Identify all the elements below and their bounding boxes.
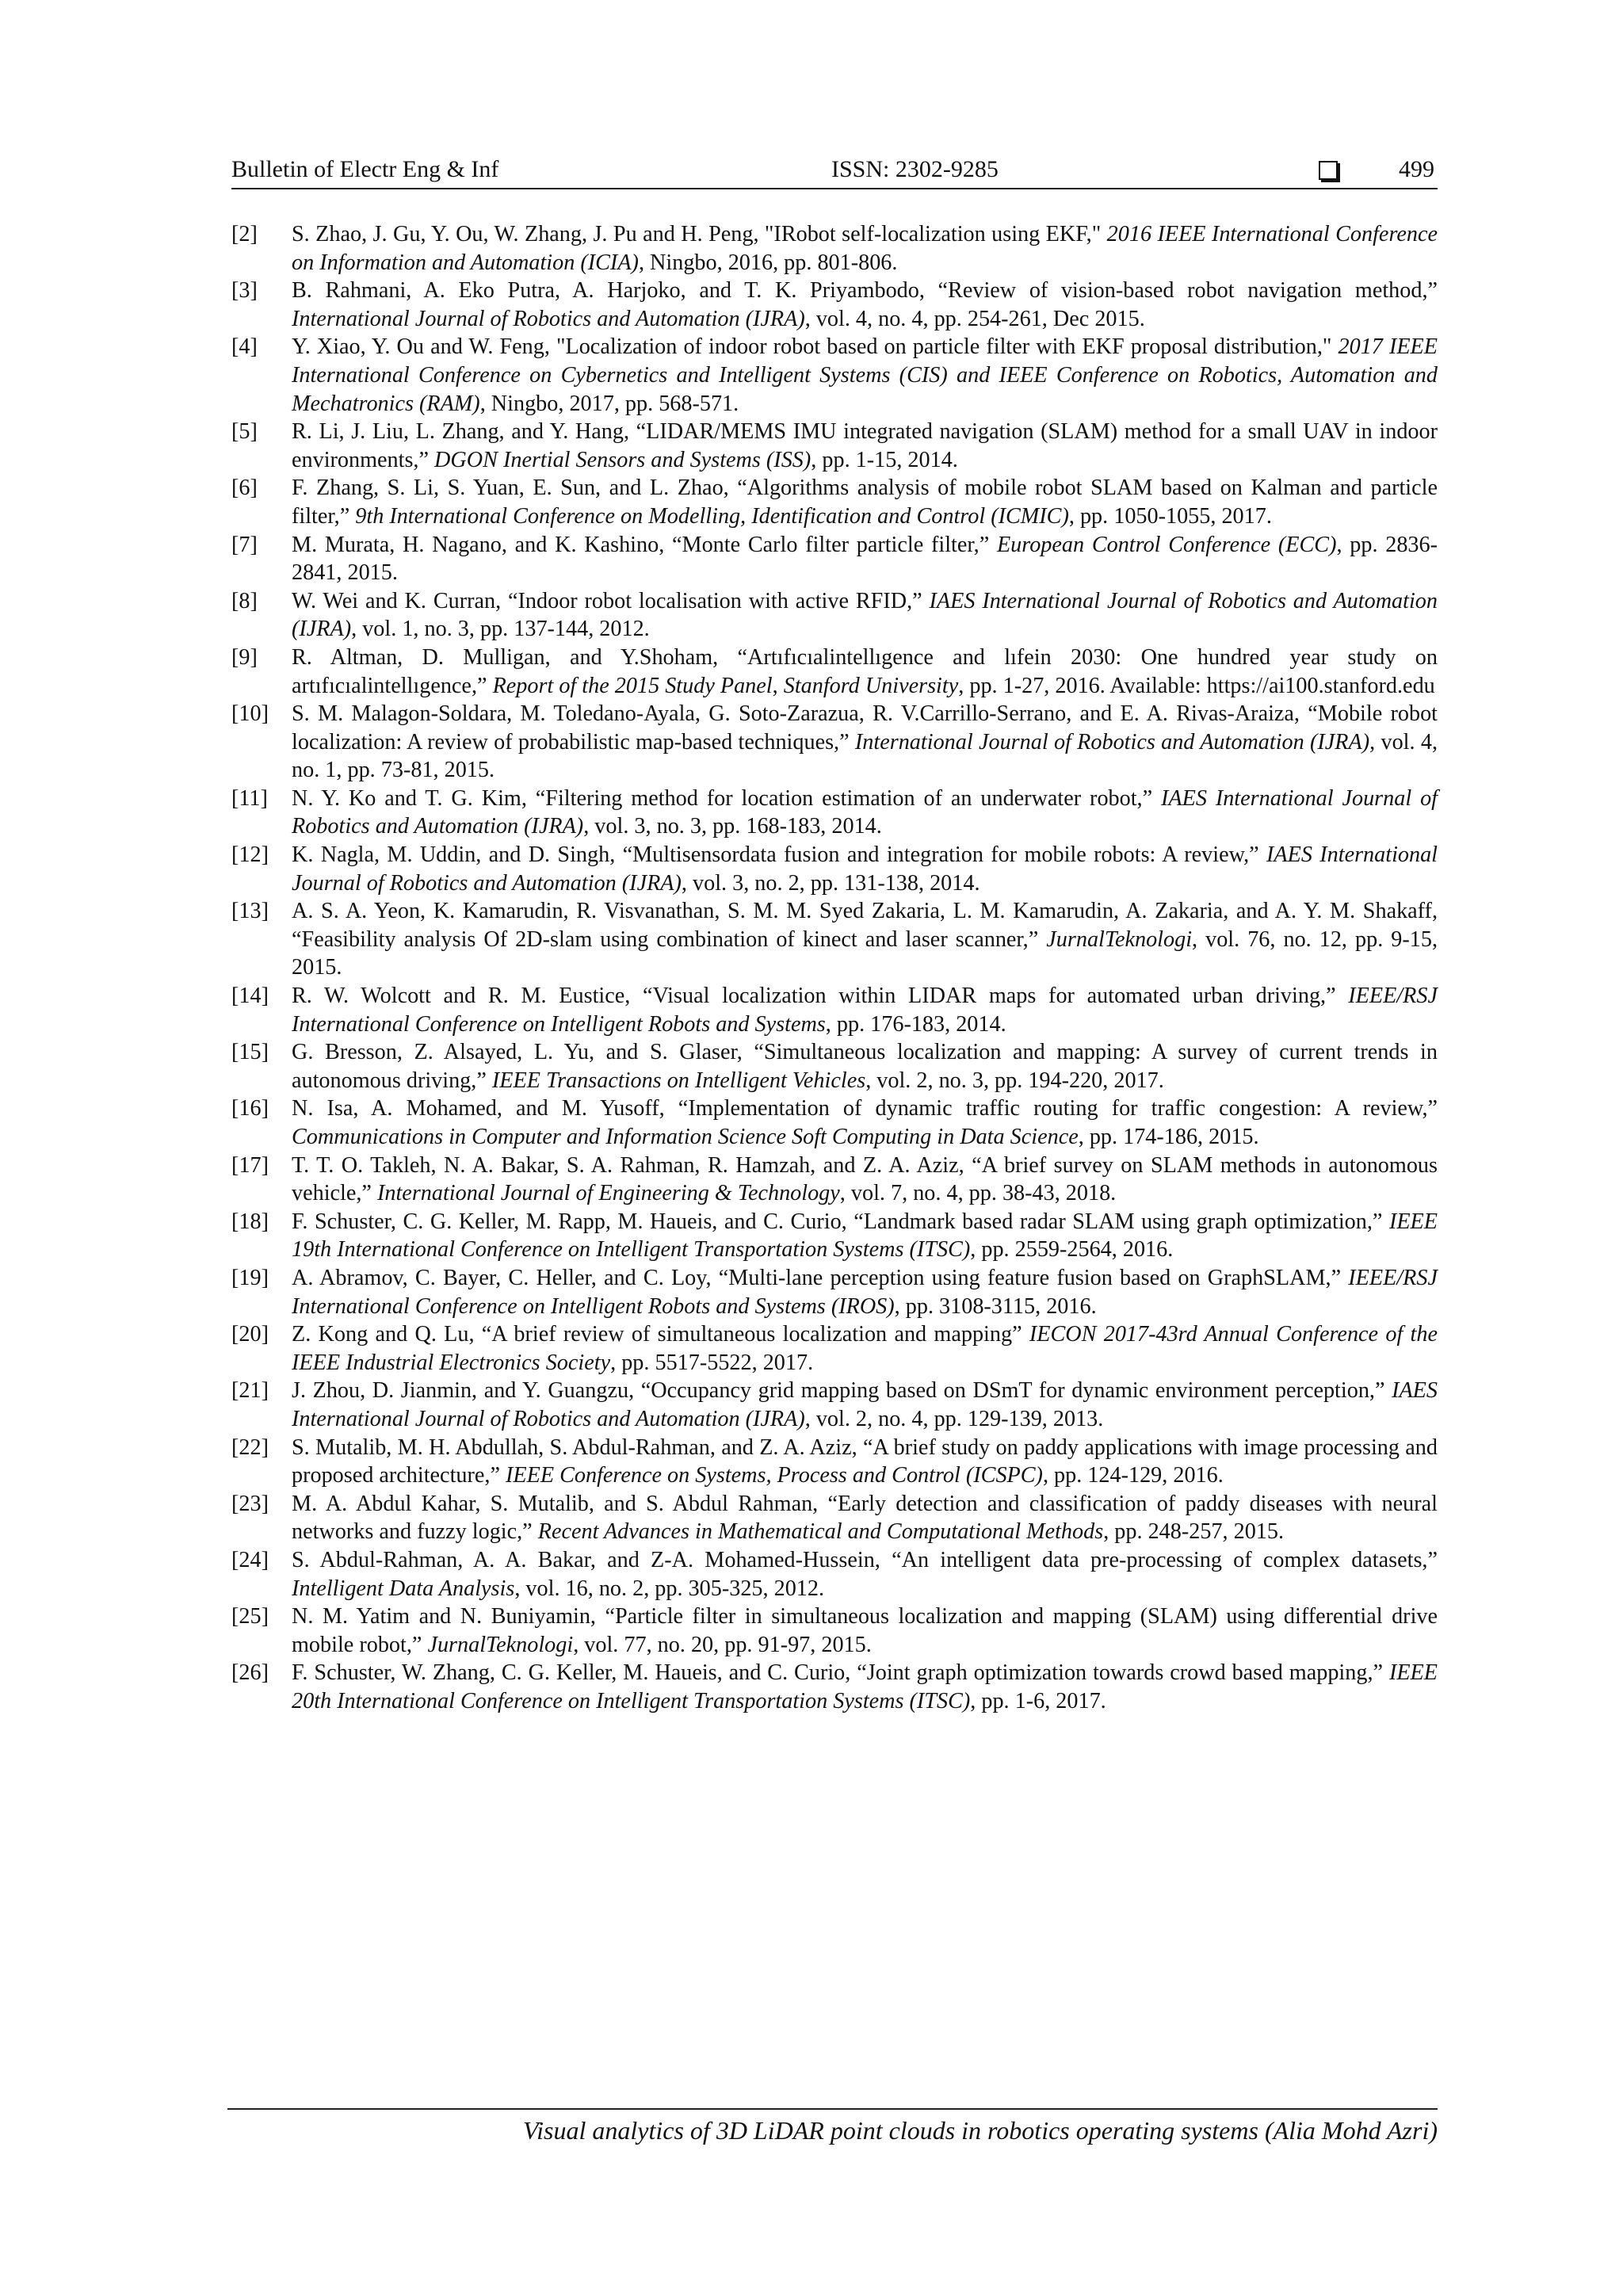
reference-item: [231, 700, 1438, 785]
reference-venue: Communications in Computer and Information Science Soft Computing in Data Science: [292, 1125, 1079, 1149]
reference-segment: W. Wei and K. Curran, “Indoor robot localisation with active RFID,”: [292, 588, 930, 613]
reference-segment: , pp. 176-183, 2014.: [825, 1011, 1006, 1037]
page-header: [231, 153, 1438, 189]
reference-number: [24]: [231, 1547, 269, 1572]
reference-venue: European Control Conference (ECC): [996, 532, 1337, 557]
reference-item: [231, 982, 1438, 1038]
reference-venue: Recent Advances in Mathematical and Computational Methods: [537, 1519, 1104, 1545]
reference-segment: B. Rahmani, A. Eko Putra, A. Harjoko, and T. K. Priyambodo, “Review of vision-based robot navigation method,”: [292, 278, 1438, 304]
reference-segment: , pp. 248-257, 2015.: [1103, 1519, 1285, 1545]
reference-segment: F. Zhang, S. Li, S. Yuan, E. Sun, and L. Zhao, “Algorithms analysis of mobile robot SLAM based on Kalman and particle filter,”: [292, 476, 1438, 529]
reference-segment: , vol. 4, no. 4, pp. 254-261, Dec 2015.: [804, 306, 1145, 331]
reference-text: [292, 644, 1438, 700]
reference-segment: R. W. Wolcott and R. M. Eustice, “Visual localization within LIDAR maps for automated urban driving,”: [292, 984, 1349, 1009]
reference-item: [231, 1038, 1438, 1095]
reference-segment: S. M. Malagon-Soldara, M. Toledano-Ayala, G. Soto-Zarazua, R. V.Carrillo-Serrano, and E. A. Rivas-Araiza, “Mobile robot localization: A review of probabilistic map-based techniques,”: [292, 701, 1438, 755]
reference-segment: F. Schuster, C. G. Keller, M. Rapp, M. Haueis, and C. Curio, “Landmark based radar SLAM using graph optimization,”: [292, 1209, 1389, 1234]
reference-segment: T. T. O. Takleh, N. A. Bakar, S. A. Rahman, R. Hamzah, and Z. A. Aziz, “A brief survey on SLAM methods in autonomous vehicle,”: [292, 1152, 1438, 1206]
reference-list: [231, 220, 1438, 1715]
reference-number: [17]: [231, 1152, 269, 1178]
reference-segment: S. Abdul-Rahman, A. A. Bakar, and Z-A. Mohamed-Hussein, “An intelligent data pre-processing of complex datasets,”: [292, 1547, 1438, 1572]
reference-segment: , vol. 1, no. 3, pp. 137-144, 2012.: [351, 617, 650, 642]
reference-item: [231, 785, 1438, 841]
reference-text: [292, 1546, 1438, 1603]
reference-segment: , vol. 2, no. 3, pp. 194-220, 2017.: [865, 1068, 1164, 1093]
reference-venue: IECON 2017-43rd Annual Conference of the IEEE Industrial Electronics Society: [292, 1322, 1438, 1375]
reference-number: [7]: [231, 532, 258, 557]
reference-venue: 2017 IEEE International Conference on Cybernetics and Intelligent Systems (CIS) and IEEE Conference on Robotics, Automation and Mechatronics (RAM): [292, 334, 1438, 416]
reference-number: [14]: [231, 984, 269, 1009]
reference-segment: M. Murata, H. Nagano, and K. Kashino, “Monte Carlo filter particle filter,”: [292, 532, 997, 557]
reference-text: [292, 1490, 1438, 1546]
reference-segment: ,: [772, 673, 784, 698]
reference-segment: S. Mutalib, M. H. Abdullah, S. Abdul-Rahman, and Z. A. Aziz, “A brief study on paddy applications with image processing and proposed architecture,”: [292, 1435, 1438, 1488]
reference-segment: , vol. 3, no. 3, pp. 168-183, 2014.: [583, 814, 882, 839]
reference-item: [231, 841, 1438, 897]
running-title: Visual analytics of 3D LiDAR point clouds in robotics operating systems (Alia Mohd Azri): [522, 2116, 1438, 2145]
reference-venue: International Journal of Robotics and Automation (IJRA): [292, 306, 805, 331]
reference-text: [292, 1659, 1438, 1715]
reference-segment: , pp. 1-15, 2014.: [811, 447, 958, 472]
reference-item: [231, 220, 1438, 277]
reference-text: [292, 333, 1438, 418]
issn: ISSN: 2302-9285: [831, 156, 999, 182]
reference-number: [25]: [231, 1604, 269, 1629]
reference-text: [292, 841, 1438, 897]
reference-segment: K. Nagla, M. Uddin, and D. Singh, “Multisensordata fusion and integration for mobile robots: A review,”: [292, 842, 1267, 868]
reference-number: [8]: [231, 588, 258, 613]
reference-segment: , pp. 2559-2564, 2016.: [970, 1237, 1174, 1263]
reference-segment: Y. Xiao, Y. Ou and W. Feng, "Localization of indoor robot based on particle filter with EKF proposal distribution,": [292, 334, 1338, 360]
reference-number: [2]: [231, 222, 258, 246]
reference-text: [292, 785, 1438, 841]
reference-number: [23]: [231, 1491, 269, 1516]
reference-text: [292, 1038, 1438, 1095]
reference-venue: IAES International Journal of Robotics and Automation (IJRA): [292, 588, 1438, 642]
reference-segment: , vol. 77, no. 20, pp. 91-97, 2015.: [573, 1632, 872, 1657]
reference-item: [231, 897, 1438, 982]
reference-venue: International Journal of Engineering & Technology: [377, 1181, 840, 1206]
reference-item: [231, 1095, 1438, 1151]
reference-item: [231, 1264, 1438, 1320]
reference-number: [4]: [231, 334, 258, 360]
reference-number: [5]: [231, 419, 258, 445]
reference-venue: IEEE/RSJ International Conference on Intelligent Robots and Systems (IROS): [292, 1265, 1438, 1319]
reference-segment: F. Schuster, W. Zhang, C. G. Keller, M. Haueis, and C. Curio, “Joint graph optimization towards crowd based mapping,”: [292, 1660, 1389, 1686]
reference-item: [231, 1434, 1438, 1490]
reference-item: [231, 1377, 1438, 1433]
reference-venue: DGON Inertial Sensors and Systems (ISS): [434, 447, 812, 472]
reference-segment: , vol. 3, no. 2, pp. 131-138, 2014.: [681, 870, 980, 896]
page-number: 499: [1399, 156, 1434, 182]
reference-segment: Z. Kong and Q. Lu, “A brief review of simultaneous localization and mapping”: [292, 1322, 1029, 1347]
reference-segment: , vol. 7, no. 4, pp. 38-43, 2018.: [839, 1181, 1117, 1206]
reference-segment: J. Zhou, D. Jianmin, and Y. Guangzu, “Occupancy grid mapping based on DSmT for dynamic environment perception,”: [292, 1378, 1392, 1404]
reference-text: [292, 531, 1438, 587]
reference-segment: R. Altman, D. Mulligan, and Y.Shoham, “Artıfıcıalintellıgence and lıfein 2030: One hundred year study on artıfıcıalintellıgence,”: [292, 644, 1438, 698]
reference-segment: , pp. 124-129, 2016.: [1042, 1463, 1224, 1488]
reference-number: [13]: [231, 899, 269, 924]
reference-text: [292, 418, 1438, 474]
reference-segment: , Ningbo, 2016, pp. 801-806.: [638, 250, 898, 275]
reference-segment: , Ningbo, 2017, pp. 568-571.: [479, 391, 739, 416]
reference-venue: Report of the 2015 Study Panel: [492, 673, 773, 698]
reference-text: [292, 1208, 1438, 1264]
reference-number: [9]: [231, 644, 258, 670]
reference-number: [3]: [231, 278, 258, 304]
reference-item: [231, 1659, 1438, 1715]
reference-item: [231, 277, 1438, 333]
reference-text: [292, 897, 1438, 982]
footer-rule: [227, 2108, 1438, 2110]
reference-segment: , vol. 4, no. 1, pp. 73-81, 2015.: [292, 729, 1438, 783]
reference-segment: , pp. 5517-5522, 2017.: [610, 1350, 814, 1375]
reference-number: [22]: [231, 1435, 269, 1460]
reference-number: [10]: [231, 701, 269, 727]
reference-text: [292, 220, 1438, 277]
reference-segment: , pp. 1-6, 2017.: [970, 1688, 1106, 1713]
reference-text: [292, 277, 1438, 333]
reference-segment: R. Li, J. Liu, L. Zhang, and Y. Hang, “LIDAR/MEMS IMU integrated navigation (SLAM) method for a small UAV in indoor environments,”: [292, 419, 1438, 472]
reference-item: [231, 1152, 1438, 1208]
reference-text: [292, 587, 1438, 644]
reference-segment: N. Isa, A. Mohamed, and M. Yusoff, “Implementation of dynamic traffic routing for traffic congestion: A review,”: [292, 1096, 1438, 1121]
reference-segment: N. Y. Ko and T. G. Kim, “Filtering method for location estimation of an underwater robot,”: [292, 785, 1162, 811]
reference-item: [231, 531, 1438, 587]
reference-segment: N. M. Yatim and N. Buniyamin, “Particle filter in simultaneous localization and mapping (SLAM) using differential drive mobile robot,”: [292, 1604, 1438, 1657]
reference-item: [231, 1603, 1438, 1659]
reference-venue: 9th International Conference on Modelling, Identification and Control (ICMIC): [355, 503, 1069, 529]
reference-text: [292, 474, 1438, 530]
reference-item: [231, 644, 1438, 700]
reference-item: [231, 1490, 1438, 1546]
reference-item: [231, 1320, 1438, 1377]
reference-text: [292, 982, 1438, 1038]
reference-number: [11]: [231, 785, 268, 811]
reference-segment: , vol. 76, no. 12, pp. 9-15, 2015.: [292, 926, 1438, 980]
reference-number: [16]: [231, 1096, 269, 1121]
reference-venue: Intelligent Data Analysis: [292, 1576, 515, 1601]
reference-segment: , pp. 174-186, 2015.: [1078, 1125, 1259, 1149]
reference-item: [231, 474, 1438, 530]
reference-segment: , vol. 16, no. 2, pp. 305-325, 2012.: [514, 1576, 825, 1601]
reference-number: [15]: [231, 1040, 269, 1065]
reference-number: [18]: [231, 1209, 269, 1234]
reference-segment: A. Abramov, C. Bayer, C. Heller, and C. Loy, “Multi-lane perception using feature fusion based on GraphSLAM,”: [292, 1265, 1349, 1290]
reference-venue: International Journal of Robotics and Automation (IJRA): [854, 729, 1370, 755]
reference-text: [292, 1264, 1438, 1320]
reference-segment: G. Bresson, Z. Alsayed, L. Yu, and S. Glaser, “Simultaneous localization and mapping: A survey of current trends in autonomous driving,”: [292, 1040, 1438, 1093]
checkbox-square-icon: [1319, 161, 1338, 180]
reference-item: [231, 418, 1438, 474]
reference-number: [20]: [231, 1322, 269, 1347]
reference-venue: IEEE Transactions on Intelligent Vehicles: [491, 1068, 866, 1093]
reference-segment: S. Zhao, J. Gu, Y. Ou, W. Zhang, J. Pu and H. Peng, "IRobot self-localization using EKF,": [292, 222, 1107, 246]
reference-venue: 2016 IEEE International Conference on Information and Automation (ICIA): [292, 222, 1438, 275]
reference-venue: IAES International Journal of Robotics and Automation (IJRA): [292, 842, 1438, 896]
reference-number: [21]: [231, 1378, 269, 1404]
reference-number: [26]: [231, 1660, 269, 1686]
reference-item: [231, 1546, 1438, 1603]
reference-text: [292, 1603, 1438, 1659]
reference-item: [231, 587, 1438, 644]
reference-text: [292, 1095, 1438, 1151]
reference-venue: JurnalTeknologi: [427, 1632, 574, 1657]
reference-venue: Stanford University: [783, 673, 959, 698]
reference-number: [12]: [231, 842, 269, 868]
reference-venue: JurnalTeknologi: [1046, 926, 1193, 952]
reference-venue: IEEE/RSJ International Conference on Intelligent Robots and Systems: [292, 984, 1438, 1037]
reference-segment: , pp. 1-27, 2016. Available: https://ai100.stanford.edu: [958, 673, 1435, 698]
reference-text: [292, 1434, 1438, 1490]
reference-segment: , pp. 3108-3115, 2016.: [894, 1293, 1097, 1319]
reference-segment: A. S. A. Yeon, K. Kamarudin, R. Visvanathan, S. M. M. Syed Zakaria, L. M. Kamarudin, A. Zakaria, and A. Y. M. Shakaff, “Feasibility analysis Of 2D-slam using combination of kinect and laser scanner,”: [292, 899, 1438, 952]
reference-text: [292, 1152, 1438, 1208]
reference-segment: , vol. 2, no. 4, pp. 129-139, 2013.: [804, 1406, 1104, 1431]
reference-number: [6]: [231, 476, 258, 501]
reference-text: [292, 1377, 1438, 1433]
reference-venue: IAES International Journal of Robotics and Automation (IJRA): [292, 785, 1438, 839]
reference-segment: , pp. 2836-2841, 2015.: [292, 532, 1438, 586]
reference-venue: IEEE Conference on Systems, Process and Control (ICSPC): [506, 1463, 1043, 1488]
reference-segment: , pp. 1050-1055, 2017.: [1068, 503, 1272, 529]
reference-venue: IEEE 20th International Conference on Intelligent Transportation Systems (ITSC): [292, 1660, 1438, 1713]
reference-venue: IAES International Journal of Robotics and Automation (IJRA): [292, 1378, 1438, 1431]
reference-segment: M. A. Abdul Kahar, S. Mutalib, and S. Abdul Rahman, “Early detection and classification of paddy diseases with neural networks and fuzzy logic,”: [292, 1491, 1438, 1545]
reference-text: [292, 1320, 1438, 1377]
journal-name: Bulletin of Electr Eng & Inf: [231, 156, 499, 182]
reference-item: [231, 1208, 1438, 1264]
reference-text: [292, 700, 1438, 785]
reference-item: [231, 333, 1438, 418]
reference-number: [19]: [231, 1265, 269, 1290]
reference-venue: IEEE 19th International Conference on Intelligent Transportation Systems (ITSC): [292, 1209, 1438, 1263]
